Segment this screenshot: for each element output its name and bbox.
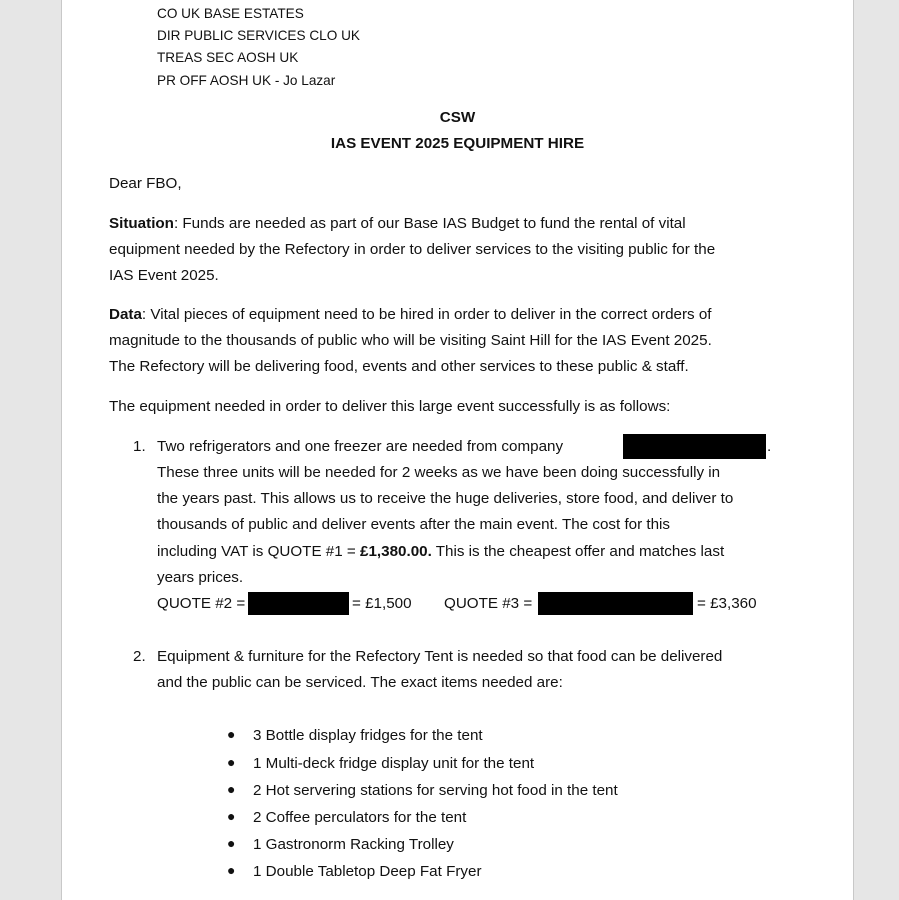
redaction-box: [623, 434, 766, 459]
situation-line: IAS Event 2025.: [109, 267, 219, 284]
quote1-cost: £1,380.00.: [360, 543, 432, 560]
document-page: [61, 0, 854, 900]
text: : Funds are needed as part of our Base IAS Budget to fund the rental of vital: [173, 215, 686, 232]
period: .: [767, 438, 772, 455]
bullet-icon: ●: [227, 781, 236, 797]
recipient: PR OFF AOSH UK - Jo Lazar: [157, 73, 336, 88]
bullet-item: 2 Coffee perculators for the tent: [253, 809, 467, 826]
redaction-box: [248, 592, 349, 615]
recipient: DIR PUBLIC SERVICES CLO UK: [157, 28, 360, 43]
bullet-item: 3 Bottle display fridges for the tent: [253, 727, 483, 744]
bullet-icon: ●: [227, 726, 236, 742]
bullet-item: 1 Multi-deck fridge display unit for the tent: [253, 755, 535, 772]
bullet-item: 2 Hot servering stations for serving hot food in the tent: [253, 782, 618, 799]
item1-cost-line: [157, 542, 724, 562]
redaction-box: [538, 592, 693, 615]
list-number: 1.: [133, 438, 146, 455]
recipient: CO UK BASE ESTATES: [157, 6, 304, 21]
quote3-value: = £3,360: [697, 595, 757, 612]
data-line: [109, 305, 712, 325]
quote2-value: = £1,500: [352, 595, 412, 612]
data-label: Data: [109, 306, 142, 323]
quote3-label: QUOTE #3 =: [444, 595, 533, 612]
recipient: TREAS SEC AOSH UK: [157, 50, 299, 65]
text: including VAT is QUOTE #1 =: [157, 543, 361, 560]
text: This is the cheapest offer and matches last: [431, 543, 725, 560]
item1-line: years prices.: [157, 569, 244, 586]
situation-label: Situation: [109, 215, 174, 232]
bullet-icon: ●: [227, 754, 236, 770]
heading-csw: CSW: [439, 109, 476, 126]
item1-line: thousands of public and deliver events after the main event. The cost for this: [157, 516, 671, 533]
bullet-item: 1 Gastronorm Racking Trolley: [253, 836, 454, 853]
salutation: Dear FBO,: [109, 175, 182, 192]
item1-line: These three units will be needed for 2 weeks as we have been doing successfully in: [157, 464, 721, 481]
list-number: 2.: [133, 648, 146, 665]
bullet-icon: ●: [227, 862, 236, 878]
data-line: magnitude to the thousands of public who will be visiting Saint Hill for the IAS Event 2025.: [109, 332, 712, 349]
text: : Vital pieces of equipment need to be hired in order to deliver in the correct orders of: [141, 306, 712, 323]
bullet-icon: ●: [227, 835, 236, 851]
item2-line: and the public can be serviced. The exact items needed are:: [157, 674, 563, 691]
bullet-icon: ●: [227, 808, 236, 824]
quote2-label: QUOTE #2 =: [157, 595, 246, 612]
document-title: IAS EVENT 2025 EQUIPMENT HIRE: [330, 135, 585, 152]
situation-line: equipment needed by the Refectory in order to deliver services to the visiting public for the: [109, 241, 716, 258]
situation-line: [109, 214, 686, 234]
intro-line: The equipment needed in order to deliver this large event successfully is as follows:: [109, 398, 671, 415]
item2-line: Equipment & furniture for the Refectory Tent is needed so that food can be delivered: [157, 648, 723, 665]
item1-line: the years past. This allows us to receive the huge deliveries, store food, and deliver to: [157, 490, 734, 507]
item1-line: Two refrigerators and one freezer are needed from company: [157, 438, 564, 455]
bullet-item: 1 Double Tabletop Deep Fat Fryer: [253, 863, 482, 880]
data-line: The Refectory will be delivering food, events and other services to these public & staff.: [109, 358, 689, 375]
